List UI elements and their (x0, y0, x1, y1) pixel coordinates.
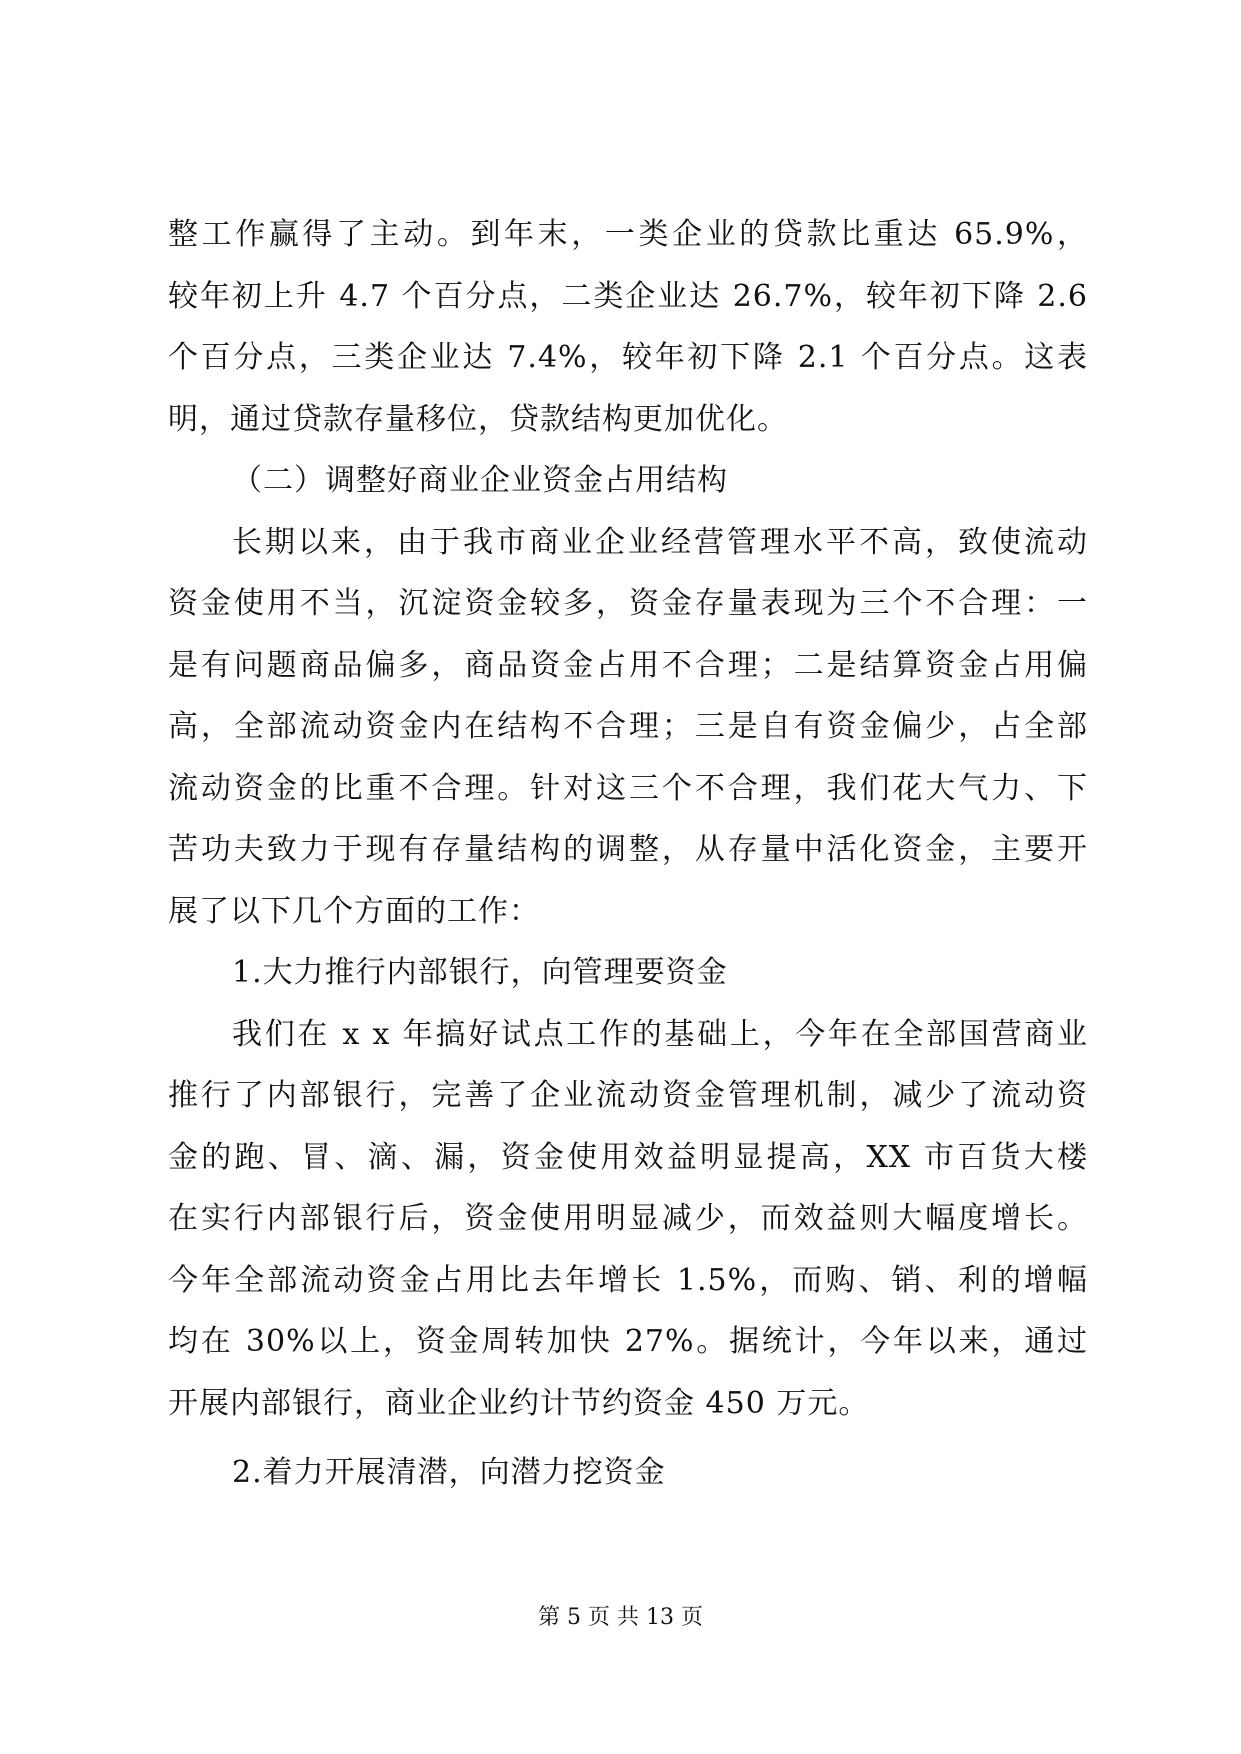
text-line-3: 个百分点，三类企业达 7.4%，较年初下降 2.1 个百分点。这表 (168, 340, 1088, 375)
text-line-11: 苦功夫致力于现有存量结构的调整，从存量中活化资金，主要开 (168, 832, 1088, 867)
text-line-6: 长期以来，由于我市商业企业经营管理水平不高，致使流动 (232, 524, 1088, 560)
text-line-18: 今年全部流动资金占用比去年增长 1.5%，而购、销、利的增幅 (168, 1262, 1088, 1298)
text-line-12: 展了以下几个方面的工作： (168, 893, 540, 929)
body-text (168, 204, 1088, 1504)
subheading-1: 1.大力推行内部银行，向管理要资金 (232, 955, 728, 990)
text-line-9: 高，全部流动资金内在结构不合理；三是自有资金偏少，占全部 (168, 709, 1088, 744)
text-line-19: 均在 30%以上，资金周转加快 27%。据统计，今年以来，通过 (168, 1324, 1088, 1359)
text-line-10: 流动资金的比重不合理。针对这三个不合理，我们花大气力、下 (168, 770, 1088, 806)
text-line-7: 资金使用不当，沉淀资金较多，资金存量表现为三个不合理：一 (168, 586, 1088, 621)
text-line-15: 推行了内部银行，完善了企业流动资金管理机制，减少了流动资 (168, 1078, 1088, 1113)
text-line-16: 金的跑、冒、滴、漏，资金使用效益明显提高，XX 市百货大楼 (168, 1139, 1088, 1175)
text-line-14: 我们在 x x 年搞好试点工作的基础上，今年在全部国营商业 (232, 1016, 1088, 1052)
subheading-2: 2.着力开展清潜，向潜力挖资金 (232, 1455, 666, 1490)
text-line-4: 明，通过贷款存量移位，贷款结构更加优化。 (168, 401, 788, 437)
text-line-8: 是有问题商品偏多，商品资金占用不合理；二是结算资金占用偏 (168, 647, 1088, 683)
section-heading: （二）调整好商业企业资金占用结构 (232, 463, 728, 498)
text-line-17: 在实行内部银行后，资金使用明显减少，而效益则大幅度增长。 (168, 1201, 1088, 1236)
text-line-1: 整工作赢得了主动。到年末，一类企业的贷款比重达 65.9%， (168, 217, 1088, 252)
text-line-20: 开展内部银行，商业企业约计节约资金 450 万元。 (168, 1385, 870, 1421)
page-footer: 第 5 页 共 13 页 (538, 1605, 703, 1630)
text-line-2: 较年初上升 4.7 个百分点，二类企业达 26.7%，较年初下降 2.6 (168, 278, 1088, 314)
